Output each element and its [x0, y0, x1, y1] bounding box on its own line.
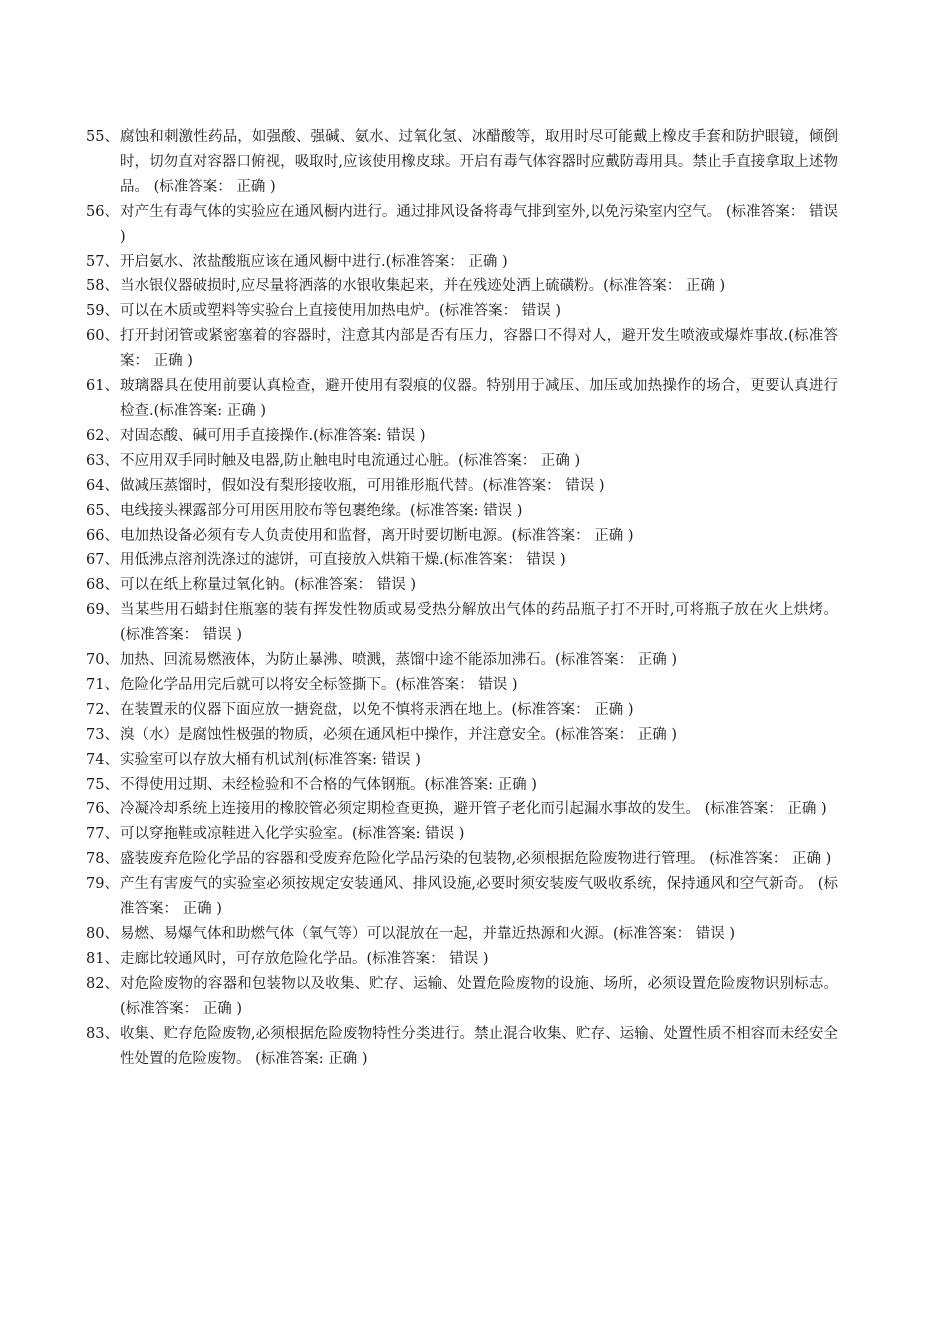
list-item	[86, 424, 838, 449]
item-number: 59、	[86, 303, 119, 320]
item-text: 加热、回流易燃液体，为防止暴沸、喷溅，蒸馏中途不能添加沸石。(标准答案： 正确 )	[120, 652, 678, 669]
item-text: 打开封闭管或紧密塞着的容器时，注意其内部是否有压力，容器口不得对人，避开发生喷液或爆炸事故.(标准答案： 正确 )	[120, 328, 838, 370]
item-number: 55、	[86, 129, 119, 145]
item-number: 61、	[86, 378, 119, 395]
item-number: 70、	[86, 652, 119, 669]
item-number: 64、	[86, 477, 119, 494]
list-item	[86, 598, 838, 648]
item-number: 67、	[86, 552, 119, 569]
item-number: 56、	[86, 203, 119, 220]
question-list	[86, 125, 838, 1071]
item-number: 79、	[86, 876, 119, 893]
list-item	[86, 499, 838, 524]
item-text: 易燃、易爆气体和助燃气体（氧气等）可以混放在一起，并靠近热源和火源。(标准答案： 错误 )	[120, 926, 736, 942]
list-item	[86, 324, 838, 374]
item-text: 玻璃器具在使用前要认真检查，避开使用有裂痕的仪器。特别用于减压、加压或加热操作的场合，更要认真进行检查.(标准答案: 正确 )	[120, 378, 838, 419]
list-item	[86, 797, 838, 822]
item-text: 在装置汞的仪器下面应放一搪瓷盘，以免不慎将汞洒在地上。(标准答案： 正确 )	[120, 701, 634, 718]
list-item	[86, 449, 838, 474]
list-item	[86, 374, 838, 424]
item-text: 可以穿拖鞋或凉鞋进入化学实验室。(标准答案: 错误 )	[120, 826, 465, 843]
item-text: 溴（水）是腐蚀性极强的物质，必须在通风柜中操作，并注意安全。(标准答案： 正确 )	[120, 726, 678, 743]
item-number: 83、	[86, 1025, 119, 1042]
list-item	[86, 200, 838, 250]
item-text: 对固态酸、碱可用手直接操作.(标准答案: 错误 )	[120, 427, 426, 444]
item-text: 可以在木质或塑料等实验台上直接使用加热电炉。(标准答案： 错误 )	[120, 303, 562, 320]
item-number: 69、	[86, 602, 119, 619]
item-number: 62、	[86, 427, 119, 444]
item-number: 73、	[86, 726, 119, 743]
list-item	[86, 822, 838, 847]
list-item	[86, 274, 838, 299]
item-text: 用低沸点溶剂洗涤过的滤饼，可直接放入烘箱干燥.(标准答案： 错误 )	[120, 552, 566, 569]
item-text: 产生有害废气的实验室必须按规定安装通风、排风设施,必要时须安装废气吸收系统，保持通风和空气新奇。 (标准答案： 正确 )	[120, 876, 838, 918]
item-text: 可以在纸上称量过氧化钠。(标准答案： 错误 )	[120, 577, 417, 594]
list-item	[86, 972, 838, 1022]
item-number: 82、	[86, 975, 119, 992]
list-item	[86, 773, 838, 798]
item-text: 盛装废弃危险化学品的容器和受废弃危险化学品污染的包装物,必须根据危险废物进行管理。 (标准答案： 正确 )	[120, 851, 832, 868]
item-number: 78、	[86, 851, 119, 868]
item-text: 实验室可以存放大桶有机试剂(标准答案: 错误 )	[120, 751, 421, 768]
list-item	[86, 299, 838, 324]
list-item	[86, 474, 838, 499]
item-text: 当水银仪器破损时,应尽量将洒落的水银收集起来，并在残迹处洒上硫磺粉。(标准答案： 正确 )	[120, 278, 726, 295]
item-text: 对危险废物的容器和包装物以及收集、贮存、运输、处置危险废物的设施、场所，必须设置危险废物识别标志。 (标准答案： 正确 )	[120, 975, 838, 1017]
list-item	[86, 947, 838, 972]
item-text: 走廊比较通风时，可存放危险化学品。(标准答案： 错误 )	[120, 950, 489, 967]
item-number: 77、	[86, 826, 119, 843]
list-item	[86, 922, 838, 947]
item-text: 收集、贮存危险废物,必须根据危险废物特性分类进行。禁止混合收集、贮存、运输、处置性质不相容而未经安全性处置的危险废物。 (标准答案: 正确 )	[120, 1025, 838, 1067]
item-number: 75、	[86, 776, 119, 793]
list-item	[86, 673, 838, 698]
list-item	[86, 723, 838, 748]
item-text: 电加热设备必须有专人负责使用和监督，离开时要切断电源。(标准答案： 正确 )	[120, 527, 634, 544]
list-item	[86, 548, 838, 573]
item-text: 危险化学品用完后就可以将安全标签撕下。(标准答案： 错误 )	[120, 676, 518, 693]
list-item	[86, 573, 838, 598]
item-number: 60、	[86, 328, 119, 345]
item-number: 71、	[86, 676, 119, 693]
item-text: 当某些用石蜡封住瓶塞的装有挥发性物质或易受热分解放出气体的药品瓶子打不开时,可将瓶子放在火上烘烤。(标准答案： 错误 )	[120, 602, 838, 644]
item-number: 65、	[86, 502, 119, 519]
item-text: 不得使用过期、未经检验和不合格的气体钢瓶。(标准答案: 正确 )	[120, 776, 537, 793]
list-item	[86, 1022, 838, 1072]
list-item	[86, 847, 838, 872]
list-item	[86, 250, 838, 275]
item-text: 电线接头裸露部分可用医用胶布等包裹绝缘。(标准答案: 错误 )	[120, 502, 523, 519]
list-item	[86, 648, 838, 673]
item-text: 腐蚀和刺激性药品，如强酸、强碱、氨水、过氧化氢、冰醋酸等，取用时尽可能戴上橡皮手套和防护眼镜，倾倒时，切勿直对容器口俯视，吸取时,应该使用橡皮球。开启有毒气体容器时应戴防毒用具。禁止手直接拿取上述物品。 (标准答案： 正确 )	[120, 129, 838, 195]
list-item	[86, 748, 838, 773]
list-item	[86, 125, 838, 200]
item-number: 76、	[86, 801, 119, 818]
item-number: 57、	[86, 253, 119, 270]
list-item	[86, 524, 838, 549]
item-text: 开启氨水、浓盐酸瓶应该在通风橱中进行.(标准答案： 正确 )	[120, 253, 508, 270]
item-text: 冷凝冷却系统上连接用的橡胶管必须定期检查更换，避开管子老化而引起漏水事故的发生。 (标准答案： 正确 )	[120, 801, 827, 818]
item-number: 81、	[86, 950, 119, 967]
item-number: 80、	[86, 926, 119, 942]
list-item	[86, 872, 838, 922]
item-number: 68、	[86, 577, 119, 594]
list-item	[86, 698, 838, 723]
item-number: 66、	[86, 527, 119, 544]
item-number: 72、	[86, 701, 119, 718]
item-number: 58、	[86, 278, 119, 295]
item-text: 做减压蒸馏时，假如没有梨形接收瓶，可用锥形瓶代替。(标准答案： 错误 )	[120, 477, 605, 494]
item-number: 74、	[86, 751, 119, 768]
item-text: 不应用双手同时触及电器,防止触电时电流通过心脏。(标准答案： 正确 )	[120, 452, 581, 469]
item-text: 对产生有毒气体的实验应在通风橱内进行。通过排风设备将毒气排到室外,以免污染室内空气。 (标准答案： 错误 )	[120, 203, 838, 245]
item-number: 63、	[86, 452, 119, 469]
